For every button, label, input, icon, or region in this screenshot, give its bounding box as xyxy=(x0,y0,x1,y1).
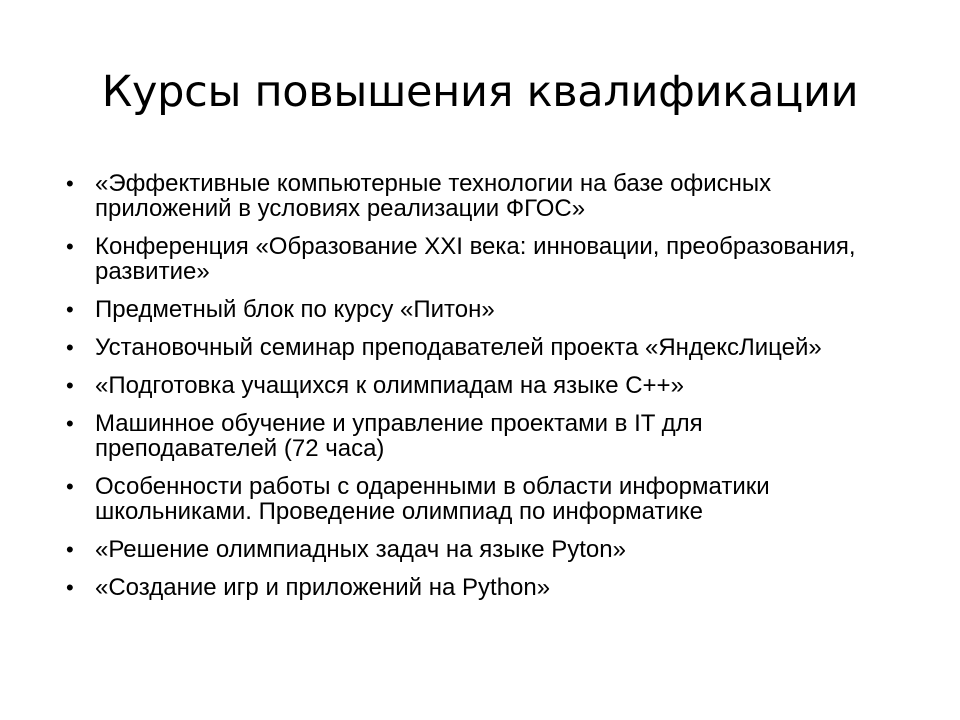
bullet-icon: • xyxy=(66,335,74,360)
list-item xyxy=(66,575,856,600)
bullet-icon: • xyxy=(66,297,74,322)
bullet-icon: • xyxy=(66,411,74,436)
bullet-icon: • xyxy=(66,575,74,600)
list-item-text: Предметный блок по курсу «Питон» xyxy=(95,296,495,323)
list-item xyxy=(66,373,856,398)
list-item-text: Конференция «Образование XXI века: инновации, преобразования, развитие» xyxy=(95,233,856,285)
list-item-text: Машинное обучение и управление проектами в IT для преподавателей (72 часа) xyxy=(95,410,703,462)
bullet-icon: • xyxy=(66,474,74,499)
bullet-icon: • xyxy=(66,234,74,259)
slide-title: Курсы повышения квалификации xyxy=(101,67,859,117)
bullet-icon: • xyxy=(66,171,74,196)
list-item xyxy=(66,171,856,221)
list-item-text: «Эффективные компьютерные технологии на базе офисных приложений в условиях реализации ФГОС» xyxy=(95,170,772,222)
list-item xyxy=(66,234,856,284)
list-item xyxy=(66,297,856,322)
list-item-text: Установочный семинар преподавателей проекта «ЯндексЛицей» xyxy=(95,334,822,361)
list-item-text: «Подготовка учащихся к олимпиадам на языке С++» xyxy=(95,372,684,399)
list-item xyxy=(66,537,856,562)
bullet-icon: • xyxy=(66,537,74,562)
list-item xyxy=(66,335,856,360)
list-item-text: Особенности работы с одаренными в области информатики школьниками. Проведение олимпиад по информатике xyxy=(95,473,770,525)
list-item-text: «Создание игр и приложений на Python» xyxy=(95,574,551,601)
course-list xyxy=(66,171,856,613)
bullet-icon: • xyxy=(66,373,74,398)
list-item xyxy=(66,474,856,524)
list-item xyxy=(66,411,856,461)
list-item-text: «Решение олимпиадных задач на языке Pyton» xyxy=(95,536,626,563)
